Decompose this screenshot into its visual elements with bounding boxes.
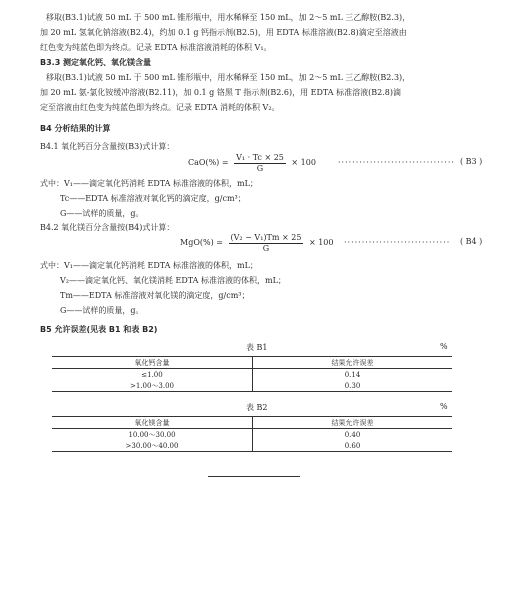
table-b1-unit: %: [440, 342, 448, 351]
section-b4-heading: B4 分析结果的计算: [40, 124, 111, 133]
equation-b4: [180, 232, 333, 254]
equation-b3: [188, 152, 316, 174]
b33-line1: 移取(B3.1)试液 50 mL 于 500 mL 锥形瓶中，用水稀释至 150 mL，加 2～5 mL 三乙醇胺(B2.3)，: [46, 73, 411, 82]
table-b2-header-col2: 结果允许误差: [253, 417, 453, 429]
table-b2-cell: 0.60: [253, 440, 453, 452]
eq-b3-denominator: G: [256, 163, 264, 173]
eq-b4-leader: ······························: [344, 238, 451, 247]
eq-b3-numerator: V₁ · Tc × 25: [236, 152, 284, 162]
section-b41-heading: B4.1 氧化钙百分含量按(B3)式计算：: [40, 142, 175, 151]
b41-where2: Tc——EDTA 标准溶液对氧化钙的滴定度，g/cm³；: [60, 194, 246, 203]
b42-where4: G——试样的质量，g。: [60, 306, 144, 315]
b42-where3: Tm——EDTA 标准溶液对氧化镁的滴定度，g/cm³；: [60, 291, 250, 300]
para1-line3: 红色变为纯蓝色即为终点。记录 EDTA 标准溶液消耗的体积 V₁。: [40, 43, 272, 52]
table-row: [52, 380, 452, 392]
eq-b3-leader: ·································: [338, 158, 455, 167]
eq-b4-lhs: MgO(%) =: [180, 238, 223, 247]
table-row: [52, 429, 452, 441]
table-b2-cell: 0.40: [344, 430, 361, 439]
table-b2-unit: %: [440, 402, 448, 411]
eq-b3-lhs: CaO(%) =: [188, 158, 229, 167]
section-b33-heading: B3.3 测定氧化钙、氧化镁含量: [40, 58, 152, 67]
eq-b4-numerator: (V₂ − V₁)Tm × 25: [230, 232, 302, 242]
table-b1-cell: 0.14: [344, 370, 361, 379]
table-b2: [52, 416, 452, 452]
b33-line2: 加 20 mL 氨-氯化铵缓冲溶液(B2.11)，加 0.1 g 铬黑 T 指示剂(B2.6)，用 EDTA 标准溶液(B2.8)滴: [40, 88, 401, 97]
b41-where1: 式中：V₁——滴定氧化钙消耗 EDTA 标准溶液的体积，mL；: [40, 179, 258, 188]
section-b42-heading: B4.2 氧化镁百分含量按(B4)式计算：: [40, 223, 175, 232]
table-b1-cell: 0.30: [253, 380, 453, 392]
b42-where1: 式中：V₁——滴定氧化钙消耗 EDTA 标准溶液的体积，mL；: [40, 261, 258, 270]
table-b2-cell: 10.00～30.00: [52, 429, 253, 441]
table-b1-cell: >1.00～3.00: [52, 380, 253, 392]
table-b2-header-col1: 氧化镁含量: [52, 417, 253, 429]
section-b5-heading: B5 允许误差(见表 B1 和表 B2): [40, 325, 158, 334]
table-b1-header-col2: 结果允许误差: [253, 357, 453, 369]
eq-b3-fraction: [234, 153, 286, 174]
b33-line3: 定至溶液由红色变为纯蓝色即为终点。记录 EDTA 消耗的体积 V₂。: [40, 103, 280, 112]
table-b2-cell: >30.00～40.00: [52, 440, 253, 452]
table-b1: [52, 356, 452, 392]
para1-line1: 移取(B3.1)试液 50 mL 于 500 mL 锥形瓶中，用水稀释至 150 mL，加 2～5 mL 三乙醇胺(B2.3)，: [46, 13, 411, 22]
b42-where2: V₂——滴定氧化钙、氧化镁消耗 EDTA 标准溶液的体积，mL；: [60, 276, 286, 285]
eq-b4-number: ( B4 ): [460, 237, 483, 246]
end-rule: [208, 476, 300, 477]
eq-b3-number: ( B3 ): [460, 157, 483, 166]
table-row: [52, 440, 452, 452]
table-b1-header-row: [52, 357, 452, 369]
eq-b4-fraction: [229, 233, 304, 254]
table-b1-caption: 表 B1: [246, 343, 268, 352]
table-b1-cell: ≤1.00: [52, 369, 253, 381]
b41-where3: G——试样的质量，g。: [60, 209, 144, 218]
eq-b4-denominator: G: [262, 243, 270, 253]
table-b2-header-row: [52, 417, 452, 429]
eq-b4-tail: × 100: [308, 238, 334, 247]
table-b2-caption: 表 B2: [246, 403, 268, 412]
table-row: [52, 369, 452, 381]
table-b1-header-col1: 氧化钙含量: [52, 357, 253, 369]
para1-line2: 加 20 mL 氢氧化钠溶液(B2.4)，约加 0.1 g 钙指示剂(B2.5)，用 EDTA 标准溶液(B2.8)滴定至溶液由: [40, 28, 407, 37]
eq-b3-tail: × 100: [291, 158, 316, 167]
